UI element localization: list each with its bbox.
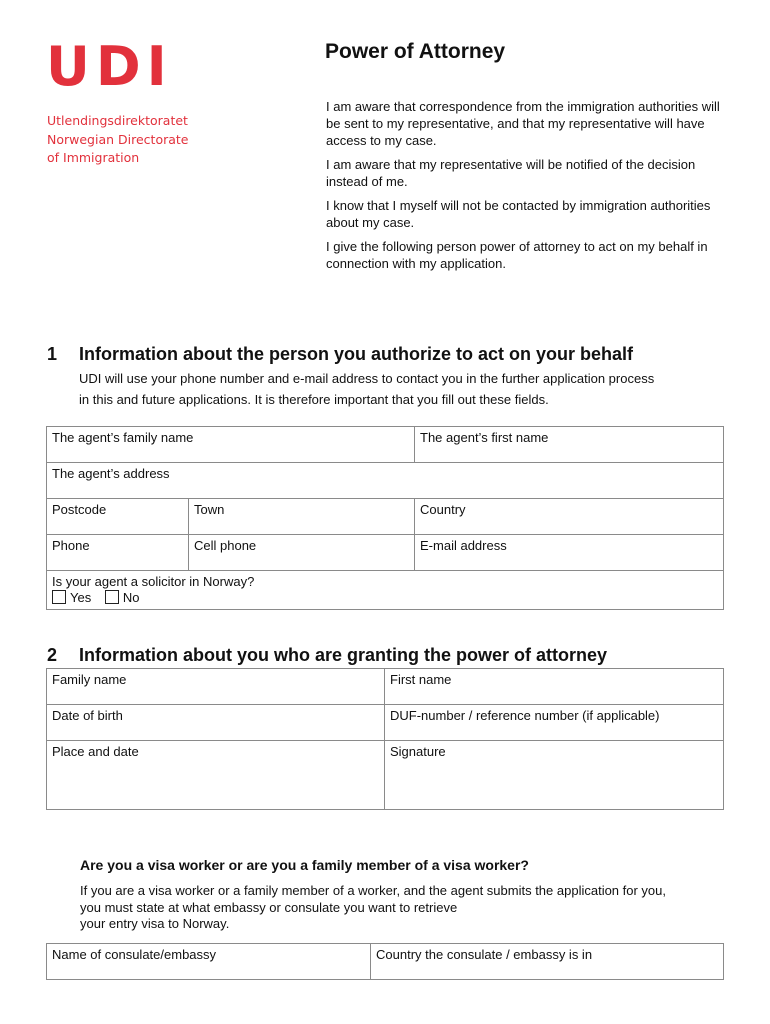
- agent-postcode-field[interactable]: [47, 499, 189, 535]
- field-label: Phone: [52, 538, 90, 553]
- agent-country-field[interactable]: [415, 499, 724, 535]
- intro-paragraph: I am aware that correspondence from the immigration authorities will be sent to my representative, and that my representative will have access to my case.: [326, 99, 720, 148]
- agency-name-line: of Immigration: [47, 150, 140, 165]
- yes-label: Yes: [70, 590, 92, 605]
- field-label: The agent’s address: [52, 466, 170, 481]
- agent-first-name-field[interactable]: [415, 427, 724, 463]
- intro-paragraph: I give the following person power of attorney to act on my behalf in connection with my application.: [326, 239, 708, 271]
- section-1-title: Information about the person you authorize to act on your behalf: [79, 344, 634, 364]
- field-label: Date of birth: [52, 708, 123, 723]
- consulate-name-field[interactable]: [47, 944, 371, 980]
- section-1-description-line: UDI will use your phone number and e-mail address to contact you in the further application process: [79, 371, 655, 386]
- grantor-info-table: [46, 668, 724, 810]
- field-label: Country: [420, 502, 466, 517]
- first-name-field[interactable]: [385, 669, 724, 705]
- yes-checkbox[interactable]: [52, 590, 66, 604]
- field-label: Place and date: [52, 744, 139, 759]
- visa-instructions: [80, 883, 740, 933]
- solicitor-question: Is your agent a solicitor in Norway?: [52, 574, 255, 589]
- field-label: The agent’s family name: [52, 430, 194, 445]
- date-of-birth-field[interactable]: [47, 705, 385, 741]
- udi-logo: UDI: [46, 35, 173, 98]
- agency-name-line: Utlendingsdirektoratet: [47, 113, 188, 128]
- consulate-country-field[interactable]: [371, 944, 724, 980]
- field-label: E-mail address: [420, 538, 507, 553]
- field-label: Cell phone: [194, 538, 257, 553]
- form-title: Power of Attorney: [325, 40, 506, 63]
- agent-address-field[interactable]: [47, 463, 724, 499]
- duf-number-field[interactable]: [385, 705, 724, 741]
- no-checkbox[interactable]: [105, 590, 119, 604]
- section-1-description-line: in this and future applications. It is therefore important that you fill out these fields.: [79, 392, 549, 407]
- solicitor-question-cell: [47, 571, 724, 610]
- agent-phone-field[interactable]: [47, 535, 189, 571]
- field-label: DUF-number / reference number (if applicable): [390, 708, 660, 723]
- field-label: First name: [390, 672, 452, 687]
- field-label: The agent’s first name: [420, 430, 549, 445]
- agency-name-line: Norwegian Directorate: [47, 131, 189, 147]
- field-label: Town: [194, 502, 225, 517]
- signature-field[interactable]: [385, 741, 724, 810]
- family-name-field[interactable]: [47, 669, 385, 705]
- visa-instructions-line: If you are a visa worker or a family member of a worker, and the agent submits the application for you,: [80, 883, 667, 898]
- agency-name: [47, 112, 188, 168]
- field-label: Name of consulate/embassy: [52, 947, 217, 962]
- visa-question: Are you a visa worker or are you a family member of a visa worker?: [80, 857, 529, 873]
- field-label: Signature: [390, 744, 446, 759]
- section-2-number: 2: [47, 645, 58, 665]
- agent-email-field[interactable]: [415, 535, 724, 571]
- consulate-table: [46, 943, 724, 980]
- visa-instructions-line: you must state at what embassy or consulate you want to retrieve: [80, 899, 458, 915]
- place-and-date-field[interactable]: [47, 741, 385, 810]
- section-1-number: 1: [47, 344, 58, 364]
- section-1-description: [79, 368, 654, 410]
- agent-family-name-field[interactable]: [47, 427, 415, 463]
- field-label: Postcode: [52, 502, 107, 517]
- agent-info-table: [46, 426, 724, 610]
- agent-town-field[interactable]: [189, 499, 415, 535]
- field-label: Family name: [52, 672, 127, 687]
- section-2-title: Information about you who are granting the power of attorney: [79, 645, 608, 665]
- field-label: Country the consulate / embassy is in: [376, 947, 593, 962]
- intro-text: [326, 98, 721, 279]
- intro-paragraph: I am aware that my representative will be notified of the decision instead of me.: [326, 157, 696, 189]
- visa-instructions-line: your entry visa to Norway.: [80, 916, 230, 931]
- agent-cell-phone-field[interactable]: [189, 535, 415, 571]
- intro-paragraph: I know that I myself will not be contacted by immigration authorities about my case.: [326, 198, 711, 230]
- no-label: No: [122, 590, 140, 605]
